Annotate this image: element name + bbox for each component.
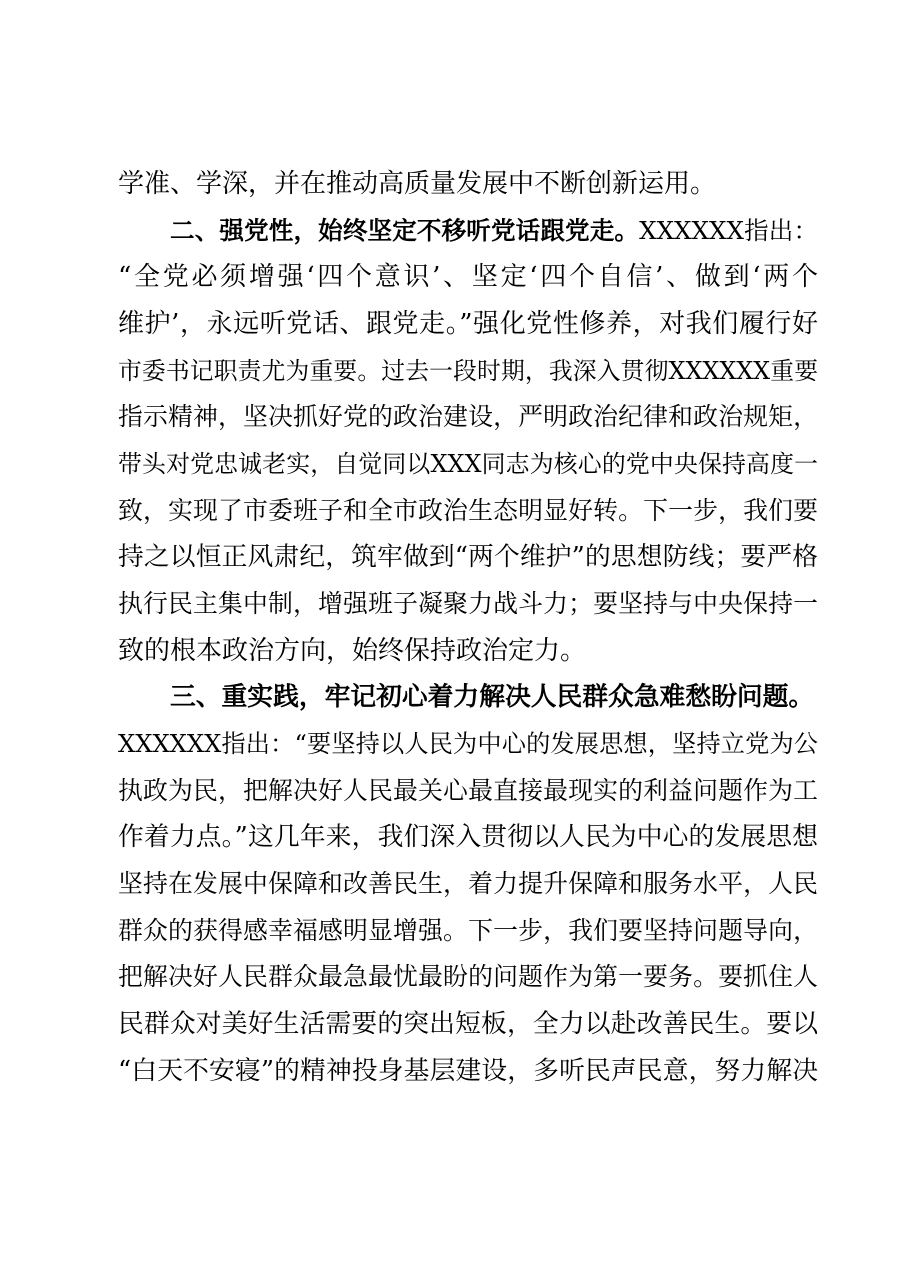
body-line-18: 把解决好人民群众最急最忧最盼的问题作为第一要务。要抓住人 <box>118 962 818 991</box>
body-line-10: 执行民主集中制，增强班子凝聚力战斗力；要坚持与中央保持一 <box>118 589 818 618</box>
section-two-heading: 二、强党性，始终坚定不移听党话跟党走。 <box>170 216 640 245</box>
body-line-14: 执政为民，把解决好人民最关心最直接最现实的利益问题作为工 <box>118 776 818 805</box>
body-line-20: “白天不安寝”的精神投身基层建设，多听民声民意，努力解决 <box>118 1056 818 1086</box>
body-line-13: XXXXXX指出：“要坚持以人民为中心的发展思想，坚持立党为公 <box>118 730 818 758</box>
body-line-19: 民群众对美好生活需要的突出短板，全力以赴改善民生。要以 <box>118 1009 818 1039</box>
body-line-1: 学准、学深，并在推动高质量发展中不断创新运用。 <box>118 169 717 199</box>
body-line-3: “全党必须增强‘四个意识’、坚定‘四个自信’、做到‘两个 <box>118 262 818 292</box>
body-line-7: 带头对党忠诚老实，自觉同以XXX同志为核心的党中央保持高度一 <box>118 450 818 478</box>
body-line-11: 致的根本政治方向，始终保持政治定力。 <box>118 636 587 666</box>
body-line-17: 群众的获得感幸福感明显增强。下一步，我们要坚持问题导向， <box>118 916 818 945</box>
body-line-16: 坚持在发展中保障和改善民生，着力提升保障和服务水平，人民 <box>118 869 818 898</box>
section-three-heading: 三、重实践，牢记初心着力解决人民群众急难愁盼问题。 <box>170 682 815 712</box>
body-line-9: 持之以恒正风肃纪，筑牢做到“两个维护”的思想防线；要严格 <box>118 542 818 572</box>
section-two-heading-line: 二、强党性，始终坚定不移听党话跟党走。XXXXXX指出： <box>170 216 818 245</box>
body-line-5: 市委书记职责尤为重要。过去一段时期，我深入贯彻XXXXXX重要 <box>118 357 818 385</box>
body-line-15: 作着力点。”这几年来，我们深入贯彻以人民为中心的发展思想 <box>118 822 818 852</box>
body-line-8: 致，实现了市委班子和全市政治生态明显好转。下一步，我们要 <box>118 496 818 525</box>
body-line-4: 维护’，永远听党话、跟党走。”强化党性修养，对我们履行好 <box>118 309 818 339</box>
section-three-heading-line <box>170 674 818 720</box>
body-line-6: 指示精神，坚决抓好党的政治建设，严明政治纪律和政治规矩， <box>118 402 818 431</box>
